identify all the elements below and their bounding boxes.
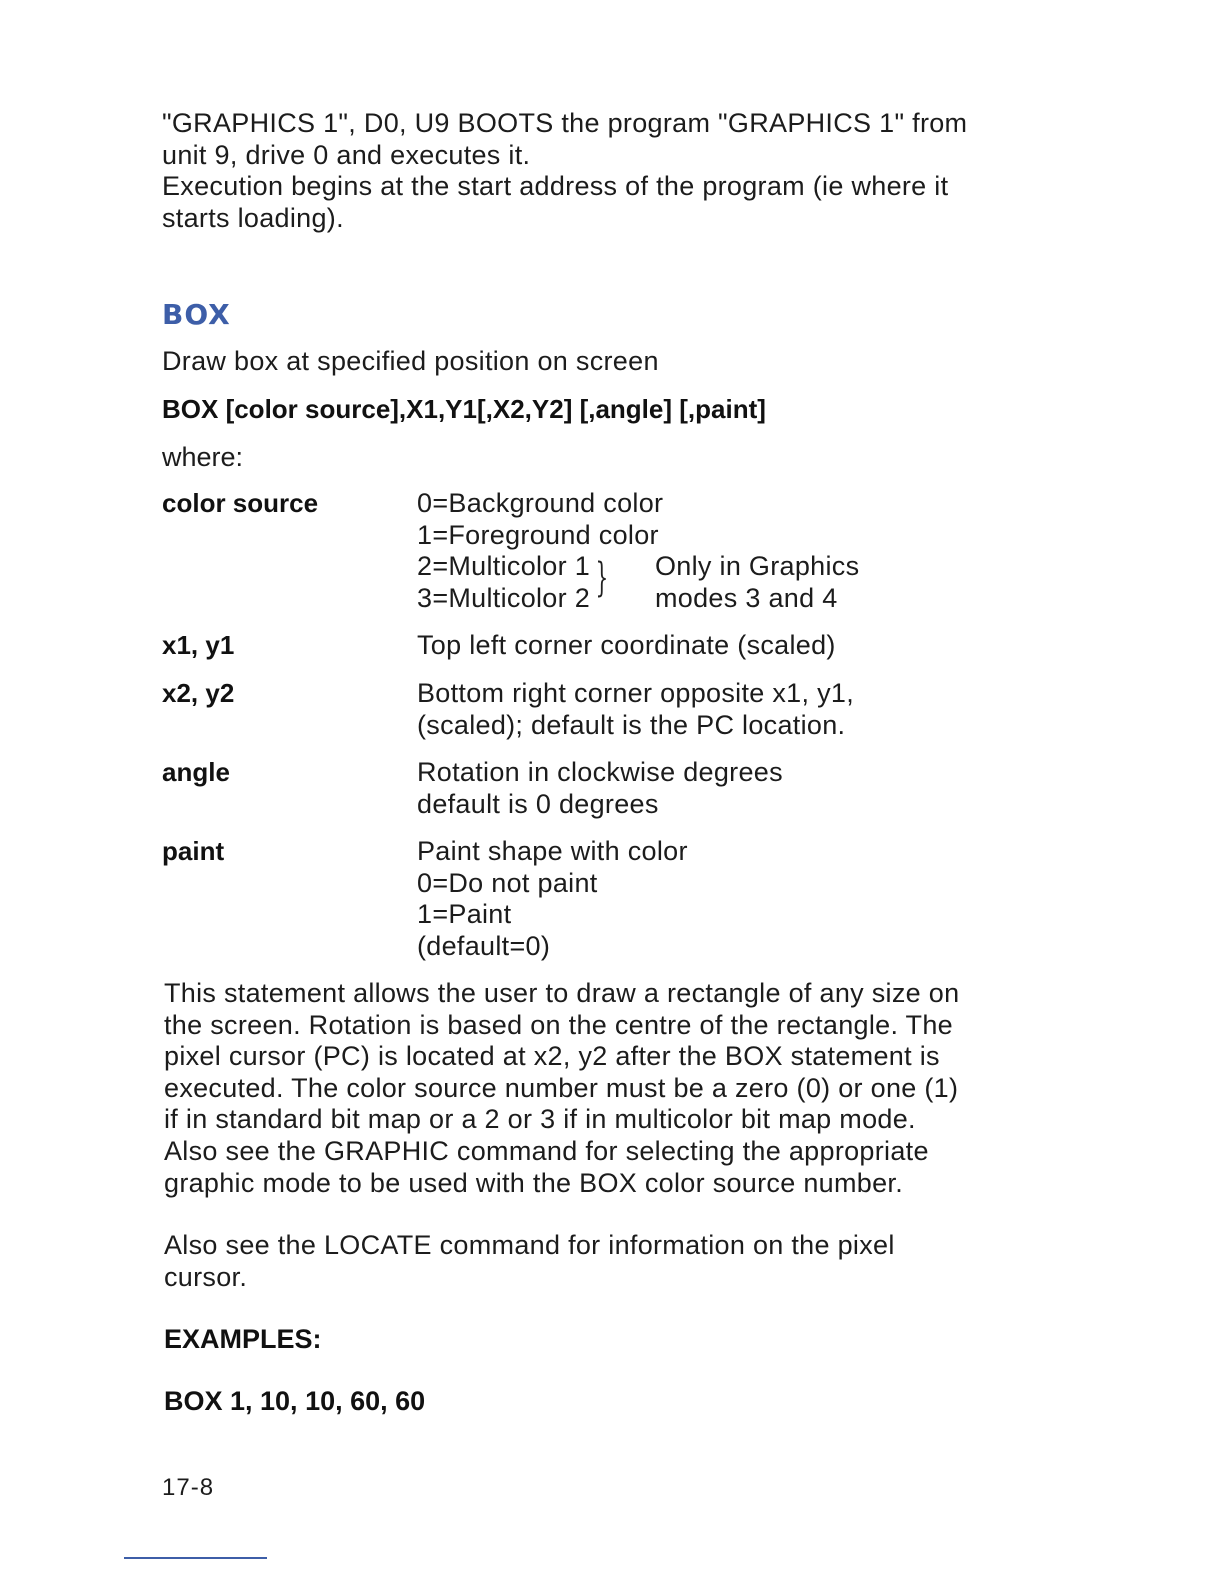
param-line: 1=Paint [417, 899, 512, 929]
examples-heading: EXAMPLES: [164, 1324, 322, 1354]
body-line: pixel cursor (PC) is located at x2, y2 after the BOX statement is [164, 1041, 940, 1072]
param-name: color source [162, 488, 319, 518]
brace-icon: } [595, 555, 609, 601]
param-line: 1=Foreground color [417, 519, 659, 550]
body-paragraph [164, 978, 959, 1199]
multicolor-row [417, 582, 838, 615]
page-number: 17-8 [162, 1474, 215, 1501]
param-line: 3=Multicolor 2 [417, 582, 591, 613]
multicolor-note: modes 3 and 4 [655, 582, 838, 613]
intro-line: "GRAPHICS 1", D0, U9 BOOTS the program "GRAPHICS 1" from [162, 108, 968, 138]
footer-rule [124, 1557, 267, 1559]
param-description [417, 488, 860, 614]
param-name: angle [162, 757, 230, 787]
body-line: This statement allows the user to draw a rectangle of any size on [164, 978, 960, 1008]
param-line: Rotation in clockwise degrees [417, 757, 783, 787]
param-line: 0=Do not paint [417, 867, 598, 898]
body-line: graphic mode to be used with the BOX color source number. [164, 1167, 903, 1198]
command-syntax: BOX [color source],X1,Y1[,X2,Y2] [,angle] [,paint] [162, 394, 766, 424]
param-name: x2, y2 [162, 678, 235, 708]
multicolor-row [417, 551, 860, 583]
param-name: x1, y1 [162, 630, 235, 660]
param-line: Paint shape with color [417, 836, 688, 866]
param-line: default is 0 degrees [417, 788, 659, 819]
param-description [417, 630, 836, 662]
section-title: BOX [162, 298, 231, 331]
param-description [417, 836, 688, 962]
param-line: (default=0) [417, 930, 551, 961]
param-description [417, 757, 783, 820]
intro-paragraph [162, 108, 1022, 234]
multicolor-note: Only in Graphics [655, 551, 860, 581]
body-line: Also see the GRAPHIC command for selecting the appropriate [164, 1135, 929, 1166]
param-line: Top left corner coordinate (scaled) [417, 630, 836, 660]
param-description [417, 678, 854, 741]
param-line: 2=Multicolor 1 [417, 551, 591, 581]
param-line: Bottom right corner opposite x1, y1, [417, 678, 855, 708]
param-line: (scaled); default is the PC location. [417, 709, 846, 740]
example-code: BOX 1, 10, 10, 60, 60 [164, 1386, 426, 1416]
intro-line: Execution begins at the start address of the program (ie where it [162, 171, 949, 201]
intro-line: starts loading). [162, 202, 344, 233]
intro-line: unit 9, drive 0 and executes it. [162, 139, 531, 170]
body-line: Also see the LOCATE command for information on the pixel [164, 1230, 895, 1260]
body-line: executed. The color source number must be a zero (0) or one (1) [164, 1072, 959, 1103]
locate-paragraph [164, 1230, 895, 1293]
body-line: if in standard bit map or a 2 or 3 if in multicolor bit map mode. [164, 1104, 916, 1135]
where-label: where: [162, 442, 244, 472]
body-line: the screen. Rotation is based on the centre of the rectangle. The [164, 1009, 953, 1040]
body-line: cursor. [164, 1261, 248, 1292]
param-line: 0=Background color [417, 488, 664, 518]
section-description: Draw box at specified position on screen [162, 346, 659, 376]
param-name: paint [162, 836, 225, 866]
manual-page [162, 108, 1022, 1501]
